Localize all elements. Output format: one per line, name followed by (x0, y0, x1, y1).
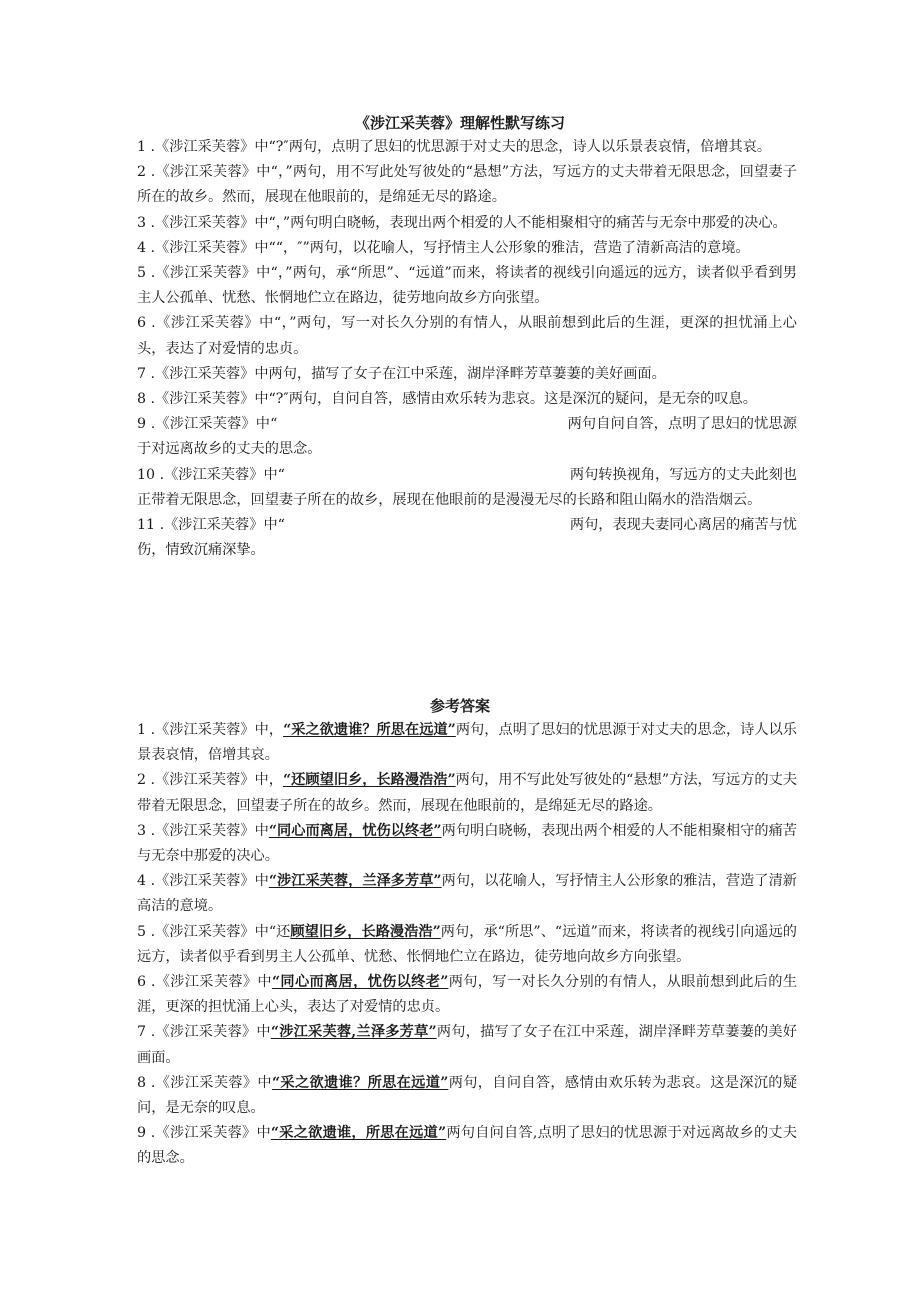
answer-item: 1 .《涉江采芙蓉》中，“采之欲遗谁？所思在远道”两句，点明了思妇的忧思源于对丈夫的思念，诗人以乐景表哀情，倍增其哀。 (137, 722, 797, 764)
exercise-item: 6 .《涉江采芙蓉》中“，”两句，写一对长久分别的有情人，从眼前想到此后的生涯，更深的担忧涌上心头，表达了对爱情的忠贞。 (137, 315, 797, 357)
answer-text: “还顾望旧乡，长路漫浩浩” (282, 772, 456, 789)
answer-text: “同心而离居，忧伤以终老” (271, 974, 449, 991)
answer-text: “同心而离居，忧伤以终老” (268, 822, 442, 839)
exercise-item: 7 .《涉江采芙蓉》中两句，描写了女子在江中采莲，湖岸泽畔芳草萋萋的美好画面。 (137, 365, 666, 382)
answers-title: 参考答案 (429, 697, 490, 715)
exercise-item: 11 .《涉江采芙蓉》中“ 两句，表现夫妻同心离居的痛苦与忧伤，情致沉痛深挚。 (137, 517, 797, 559)
exercise-item: 2 .《涉江采芙蓉》中“，”两句，用不写此处写彼处的“悬想”方法，写远方的丈夫带着无限思念，回望妻子所在的故乡。然而，展现在他眼前的，是绵延无尽的路途。 (137, 164, 797, 206)
answer-text: “采之欲遗谁，所思在远道” (270, 1125, 447, 1142)
exercise-item: 5 .《涉江采芙蓉》中“，”两句，承“所思”、“远道”而来，将读者的视线引向遥远的远方，读者似乎看到男主人公孤单、忧愁、怅惘地伫立在路边，徒劳地向故乡方向张望。 (137, 265, 797, 307)
answer-item: 9 .《涉江采芙蓉》中“采之欲遗谁，所思在远道”两句自问自答,点明了思妇的忧思源于对远离故乡的丈夫的思念。 (137, 1125, 798, 1167)
answer-item: 3 .《涉江采芙蓉》中“同心而离居，忧伤以终老”两句明白晓畅，表现出两个相爱的人不能相聚相守的痛苦与无奈中那爱的决心。 (137, 822, 797, 865)
answer-item: 8 .《涉江采芙蓉》中“采之欲遗谁？所思在远道”两句，自问自答，感情由欢乐转为悲哀。这是深沉的疑问，是无奈的叹息。 (137, 1074, 798, 1117)
answer-text: “采之欲遗谁？所思在远道” (271, 1074, 449, 1091)
answer-text: 顾望旧乡，长路漫浩浩” (290, 923, 441, 940)
answer-list (137, 718, 797, 1172)
answer-text: “涉江采芙蓉，兰泽多芳草” (268, 873, 442, 890)
exercise-item: 1 .《涉江采芙蓉》中“?″两句，点明了思妇的忧思源于对丈夫的思念，诗人以乐景表哀情，倍增其哀。 (137, 139, 772, 155)
answer-item: 6 .《涉江采芙蓉》中“同心而离居，忧伤以终老”两句，写一对长久分别的有情人，从眼前想到此后的生涯，更深的担忧涌上心头，表达了对爱情的忠贞。 (137, 974, 798, 1016)
exercise-item: 8 .《涉江采芙蓉》中“?″两句，自问自答，感情由欢乐转为悲哀。这是深沉的疑问，是无奈的叹息。 (137, 391, 757, 408)
answer-item: 7 .《涉江采芙蓉》中“涉江采芙蓉,兰泽多芳草”两句，描写了女子在江中采莲，湖岸泽畔芳草萋萋的美好画面。 (137, 1024, 798, 1066)
exercise-item: 9 .《涉江采芙蓉》中“ 两句自问自答，点明了思妇的忧思源于对远离故乡的丈夫的思念。 (137, 416, 797, 458)
exercise-item: 10 .《涉江采芙蓉》中“ 两句转换视角，写远方的丈夫此刻也正带着无限思念，回望妻子所在的故乡，展现在他眼前的是漫漫无尽的长路和阻山隔水的浩浩烟云。 (137, 466, 797, 508)
page-title: 《涉江采芙蓉》理解性默写练习 (354, 114, 565, 132)
exercise-list (137, 135, 797, 563)
answer-item: 2 .《涉江采芙蓉》中，“还顾望旧乡，长路漫浩浩”两句，用不写此处写彼处的“悬想”方法，写远方的丈夫带着无限思念，回望妻子所在的故乡。然而，展现在他眼前的，是绵延无尽的路途。 (137, 772, 798, 814)
answer-item: 5 .《涉江采芙蓉》中“还顾望旧乡，长路漫浩浩”两句，承“所思”、“远道”而来，将读者的视线引向遥远的远方，读者似乎看到男主人公孤单、忧愁、怅惘地伫立在路边，徒劳地向故乡方向张望。 (137, 923, 797, 965)
exercise-item: 3 .《涉江采芙蓉》中“，”两句明白晓畅，表现出两个相爱的人不能相聚相守的痛苦与无奈中那爱的决心。 (137, 214, 787, 231)
answer-text: “采之欲遗谁？所思在远道” (283, 722, 456, 738)
answer-item: 4 .《涉江采芙蓉》中“涉江采芙蓉，兰泽多芳草”两句，以花喻人，写抒情主人公形象的雅洁，营造了清新高洁的意境。 (137, 873, 797, 915)
exercise-item: 4 .《涉江采芙蓉》中““，″”两句，以花喻人，写抒情主人公形象的雅洁，营造了清新高洁的意境。 (137, 239, 750, 256)
answer-text: “涉江采芙蓉,兰泽多芳草” (270, 1024, 437, 1041)
